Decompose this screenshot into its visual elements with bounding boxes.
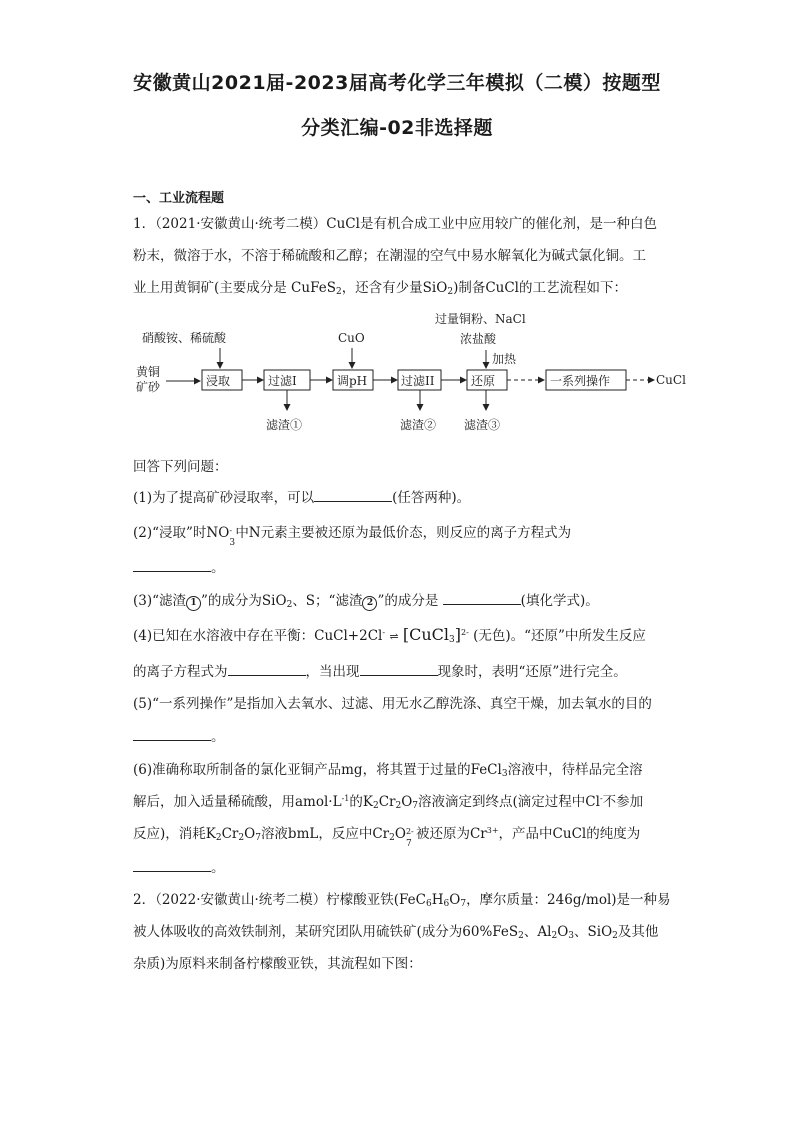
q1-part3: (3)“滤渣 1 ”的成分为SiO$_2$、S；“滤渣 2 ”的成分是 (填化学式)。 bbox=[133, 593, 599, 610]
answer-blank[interactable] bbox=[443, 592, 521, 605]
answer-blank[interactable] bbox=[314, 489, 392, 502]
answer-intro: 回答下列问题： bbox=[133, 459, 228, 475]
step-filter2-label: 过滤II bbox=[401, 374, 435, 388]
answer-blank[interactable] bbox=[360, 663, 438, 676]
q2-line2: 被人体吸收的高效铁制剂，某研究团队用硫铁矿(成分为60%FeS$_2$、$Al_2O_3$、SiO$_2$及其他 bbox=[133, 924, 659, 941]
residue-2: 滤渣② bbox=[400, 418, 437, 432]
q1-line2: 粉末，微溶于水，不溶于稀硫酸和乙醇；在潮湿的空气中易水解氧化为碱式氯化铜。工 bbox=[133, 248, 646, 264]
q1-part6-cont2: 反应)，消耗$K_2Cr_2O_7$溶液bmL，反应中$Cr_2O$ 2- 7 被还原为$Cr^{3+}$，产品中CuCl的纯度为 bbox=[133, 826, 641, 849]
reagent-reduce-2: 浓盐酸 bbox=[460, 332, 497, 346]
answer-blank[interactable] bbox=[133, 859, 211, 872]
residue-3: 滤渣③ bbox=[464, 418, 501, 432]
q1-part4: (4)已知在水溶液中存在平衡：CuCl+2Cl- ⇌ [CuCl$_3$]$^{2-}$ (无色)。“还原”中所发生反应 bbox=[133, 625, 646, 645]
q1-part4-cont: 的离子方程式为 ，当出现 现象时，表明“还原”进行完全。 bbox=[133, 664, 627, 680]
ore-label-2: 矿砂 bbox=[136, 380, 161, 394]
ore-label-1: 黄铜 bbox=[136, 365, 161, 379]
product-label: CuCl bbox=[656, 373, 686, 387]
reagent-reduce-1: 过量铜粉、NaCl bbox=[435, 312, 526, 326]
q1-part5-answer: 。 bbox=[133, 725, 225, 745]
step-leach-label: 浸取 bbox=[206, 374, 231, 388]
step-series-label: 一系列操作 bbox=[550, 374, 611, 388]
step-reduce-label: 还原 bbox=[471, 374, 496, 388]
residue-1: 滤渣① bbox=[266, 418, 303, 432]
q1-line1: 1．（2021·安徽黄山·统考二模）CuCl是有机合成工业中应用较广的催化剂，是一种白色 bbox=[133, 216, 657, 232]
q2-line3: 杂质)为原料来制备柠檬酸亚铁，其流程如下图： bbox=[133, 956, 422, 972]
q1-part1: (1)为了提高矿砂浸取率，可以 (任答两种)。 bbox=[133, 490, 471, 506]
q1-part6-answer: 。 bbox=[133, 856, 225, 876]
process-flow-diagram bbox=[130, 308, 690, 440]
answer-blank[interactable] bbox=[133, 728, 211, 741]
answer-blank[interactable] bbox=[228, 663, 306, 676]
reagent-leach: 硝酸铵、稀硫酸 bbox=[142, 331, 227, 345]
step-ph-label: 调pH bbox=[337, 374, 368, 388]
section-heading: 一、工业流程题 bbox=[133, 191, 225, 206]
q1-part2-answer: 。 bbox=[133, 556, 225, 576]
q1-part5: (5)“一系列操作”是指加入去氧水、过滤、用无水乙醇洗涤、真空干燥，加去氧水的目的 bbox=[133, 696, 652, 712]
q1-line3: 业上用黄铜矿(主要成分是 CuFeS$_2$，还含有少量SiO$_2$)制备CuCl的工艺流程如下： bbox=[133, 280, 627, 297]
reagent-cuo: CuO bbox=[338, 331, 365, 345]
answer-blank[interactable] bbox=[133, 559, 211, 572]
page-title-line1: 安徽黄山2021届-2023届高考化学三年模拟（二模）按题型 bbox=[133, 72, 661, 94]
reagent-reduce-3: 加热 bbox=[492, 352, 517, 366]
q1-part2: (2)“浸取”时NO - 3 中N元素主要被还原为最低价态，则反应的离子方程式为 bbox=[133, 525, 572, 548]
q1-part6: (6)准确称取所制备的氯化亚铜产品mg，将其置于过量的FeCl$_3$溶液中，待样品完全溶 bbox=[133, 762, 643, 779]
q2-line1: 2．（2022·安徽黄山·统考二模）柠檬酸亚铁($FeC_6H_6O_7$，摩尔质量：246g/mol)是一种易 bbox=[133, 892, 671, 909]
q1-part6-cont1: 解后，加入适量稀硫酸，用$amol\cdot L^{-1}$的$K_2Cr_2O_7$溶液滴定到终点(滴定过程中Cl-不参加 bbox=[133, 794, 644, 811]
page-title-line2: 分类汇编-02非选择题 bbox=[301, 117, 493, 139]
step-filter1-label: 过滤I bbox=[268, 374, 297, 388]
